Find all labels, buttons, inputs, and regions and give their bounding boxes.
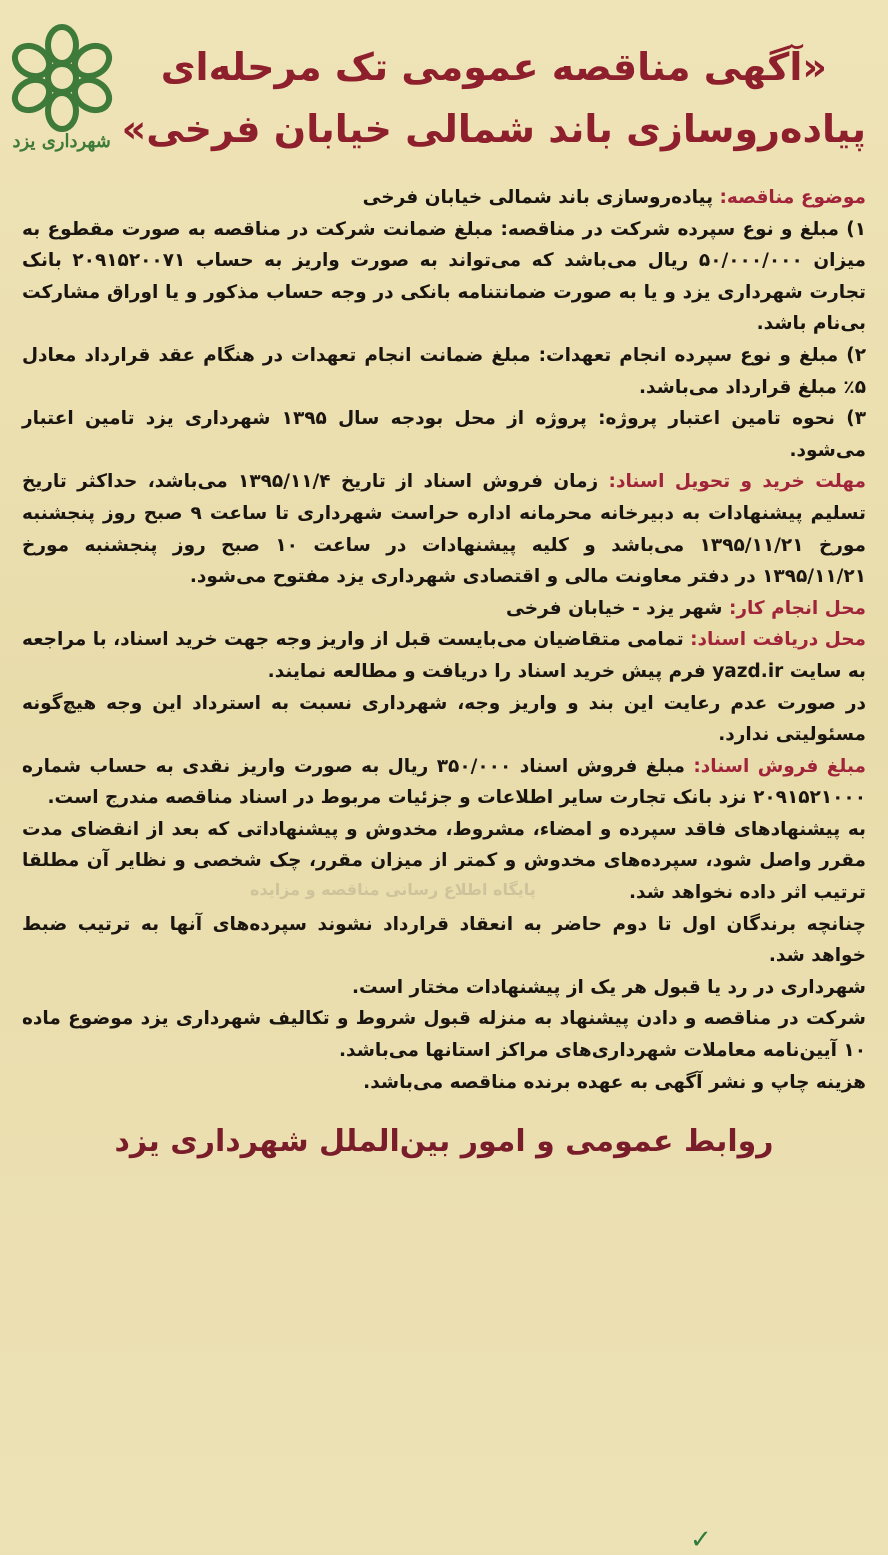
acceptance-paragraph: شرکت در مناقصه و دادن پیشنهاد به منزله قبول شروط و تکالیف شهرداری یزد موضوع ماده ۱۰ آیین‌نامه معاملات شهرداری‌های مراکز استانها می‌باشد. — [22, 1008, 866, 1062]
title-line-1: «آگهی مناقصه عمومی تک مرحله‌ای — [160, 45, 827, 89]
funding-label: ۳) نحوه تامین اعتبار پروژه: — [598, 408, 866, 430]
guarantee-text: مبلغ ضمانت انجام تعهدات در هنگام عقد قرارداد معادل ۵٪ مبلغ قرارداد می‌باشد. — [22, 344, 866, 398]
subject-text: پیاده‌روسازی باند شمالی خیابان فرخی — [362, 187, 720, 208]
invalid-bids-paragraph: به پیشنهادهای فاقد سپرده و امضاء، مشروط، مخدوش و پیشنهاداتی که بعد از انقضای مدت مقرر واصل شود، سپرده‌های مخدوش و کمتر از میزان مقرر، چک شخصی و نظایر آن مطلقا ترتیب اثر داده نخواهد شد. — [22, 818, 866, 904]
footer-signature: روابط عمومی و امور بین‌الملل شهرداری یزد — [114, 1124, 774, 1160]
price-label: مبلغ فروش اسناد: — [693, 755, 866, 777]
subject-label: موضوع مناقصه: — [719, 187, 866, 208]
title-line-2: پیاده‌روسازی باند شمالی خیابان فرخی» — [121, 107, 866, 151]
deposit-paragraph — [22, 214, 866, 340]
deadline-label: مهلت خرید و تحویل اسناد: — [608, 471, 866, 493]
watermark: پایگاه اطلاع رسانی مناقصه و مزایده — [250, 880, 536, 899]
work-location-paragraph — [22, 593, 866, 625]
title-block — [122, 36, 866, 160]
deadline-paragraph — [22, 466, 866, 592]
reject-paragraph: شهرداری در رد یا قبول هر یک از پیشنهادات مختار است. — [351, 976, 866, 998]
notice-body — [22, 182, 866, 1098]
header — [12, 14, 866, 182]
municipality-logo — [2, 23, 122, 173]
guarantee-paragraph — [22, 340, 866, 403]
cost-paragraph: هزینه چاپ و نشر آگهی به عهده برنده مناقصه می‌باشد. — [363, 1071, 866, 1093]
documents-paragraph — [22, 624, 866, 687]
deposit-label: ۱) مبلغ و نوع سپرده شرکت در مناقصه: — [500, 218, 866, 240]
price-paragraph — [22, 751, 866, 814]
subject-paragraph — [22, 182, 866, 214]
logo-caption: شهرداری یزد — [12, 131, 111, 152]
deadline-text: زمان فروش اسناد از تاریخ ۱۳۹۵/۱۱/۴ می‌باشد، حداکثر تاریخ تسلیم پیشنهادات به دبیرخانه محرمانه اداره حراست شهرداری تا ساعت ۹ صبح روز پنجشنبه مورخ ۱۳۹۵/۱۱/۲۱ می‌باشد و کلیه پیشنهادات در ساعت ۱۰ صبح روز پنجشنبه مورخ ۱۳۹۵/۱۱/۲۱ در دفتر معاونت مالی و اقتصادی شهرداری یزد مفتوح می‌شود. — [22, 471, 866, 588]
documents-label: محل دریافت اسناد: — [690, 629, 867, 651]
yazd-municipality-emblem-icon — [2, 23, 122, 133]
winners-paragraph: چنانچه برندگان اول تا دوم حاضر به انعقاد قرارداد نشوند سپرده‌های آنها به ترتیب ضبط خواهد شد. — [22, 913, 866, 967]
work-location-label: محل انجام کار: — [728, 597, 866, 619]
price-text: مبلغ فروش اسناد ۳۵۰/۰۰۰ ریال به صورت واریز نقدی به حساب شماره ۲۰۹۱۵۲۱۰۰۰ نزد بانک تجارت سایر اطلاعات و جزئیات مربوط در اسناد مناقصه مندرج است. — [22, 755, 866, 809]
deposit-text: مبلغ ضمانت شرکت در مناقصه به صورت مقطوع به میزان ۵۰/۰۰۰/۰۰۰ ریال می‌باشد که می‌تواند به صورت واریز به حساب ۲۰۹۱۵۲۰۰۷۱ بانک تجارت شهرداری یزد و یا به صورت ضمانتنامه بانکی در وجه حساب مذکور و یا اوراق مشارکت بی‌نام باشد. — [22, 218, 866, 335]
funding-paragraph — [22, 403, 866, 466]
work-location-text: شهر یزد - خیابان فرخی — [506, 597, 729, 619]
guarantee-label: ۲) مبلغ و نوع سپرده انجام تعهدات: — [538, 344, 866, 366]
documents-text: تمامی متقاضیان می‌بایست قبل از واریز وجه جهت خرید اسناد، با مراجعه به سایت yazd.ir فرم پیش خرید اسناد را دریافت و مطالعه نمایند. — [22, 629, 866, 682]
funding-text: پروژه از محل بودجه سال ۱۳۹۵ شهرداری یزد تامین اعتبار می‌شود. — [22, 408, 866, 461]
check-mark-icon: ✓ — [690, 1525, 712, 1555]
noncompliance-paragraph: در صورت عدم رعایت این بند و واریز وجه، شهرداری نسبت به استرداد این وجه هیچ‌گونه مسئولیتی ندارد. — [22, 692, 866, 746]
